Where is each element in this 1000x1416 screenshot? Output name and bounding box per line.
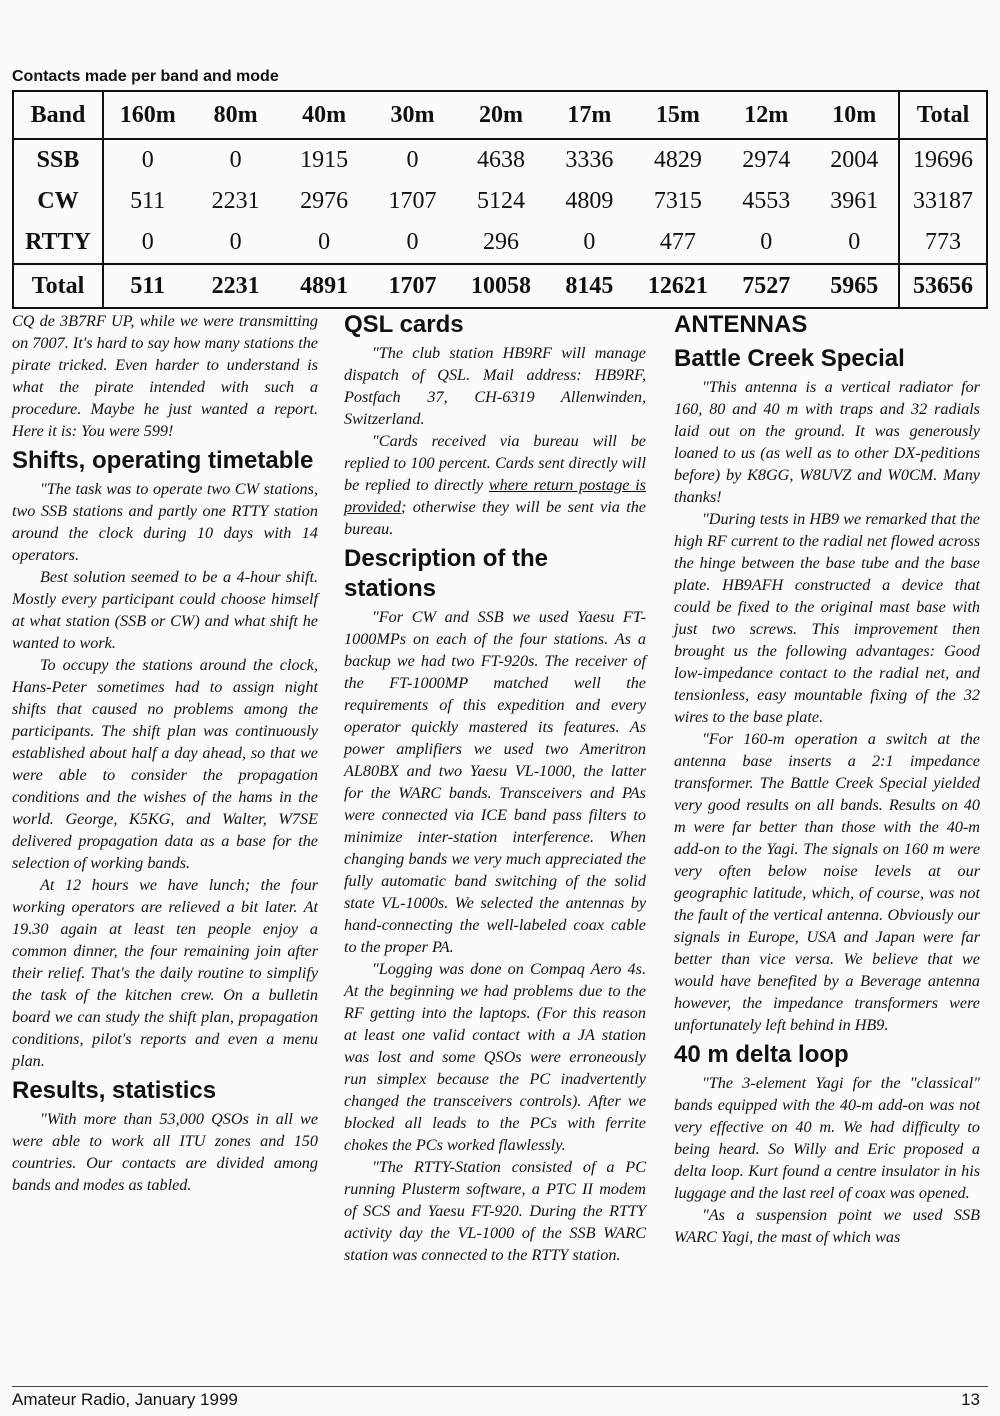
row-label: SSB	[13, 139, 103, 181]
heading-results: Results, statistics	[12, 1077, 217, 1104]
table-cell: 7315	[653, 188, 702, 214]
heading-qsl: QSL cards	[344, 311, 464, 338]
table-cell: 0	[141, 147, 154, 173]
text-column-3	[674, 310, 980, 1248]
paragraph: CQ de 3B7RF UP, while we were transmitting on 7007. It's hard to say how many stations the pirate tricked. Even harder to understand is what the pirate intended with such a procedure. Maybe he just wanted a report. Here it is: You were 599!	[12, 312, 318, 440]
table-cell: 1707	[388, 188, 437, 214]
footer-rule	[12, 1386, 988, 1387]
header-cell: 15m	[634, 91, 722, 139]
header-cell: 10m	[811, 91, 900, 139]
paragraph: "The task was to operate two CW stations, two SSB stations and partly one RTTY station around the clock during 10 days with 14 operators.	[12, 480, 318, 564]
header-cell: 17m	[545, 91, 633, 139]
table-cell: 0	[583, 229, 596, 255]
table-row	[13, 222, 987, 264]
table-cell: 4638	[476, 147, 525, 173]
table-cell: 511	[130, 188, 166, 214]
table-cell: 296	[482, 229, 519, 255]
header-cell: 30m	[368, 91, 456, 139]
table-cell: 4553	[742, 188, 791, 214]
paragraph: "The RTTY-Station consisted of a PC running Plusterm software, a PTC II modem of SCS and Yaesu FT-920. During the RTTY activity day the VL-1000 of the SSB WARC station was connected to the RTTY station.	[344, 1158, 646, 1264]
table-cell: 0	[141, 229, 154, 255]
paragraph: "The club station HB9RF will manage dispatch of QSL. Mail address: HB9RF, Postfach 37, CH-6319 Allenwinden, Switzerland.	[344, 344, 646, 428]
table-cell: 2974	[742, 147, 791, 173]
table-cell: 511	[103, 264, 191, 308]
table-cell: 0	[406, 147, 419, 173]
table-cell: 12621	[634, 264, 722, 308]
table-cell: 3336	[565, 147, 614, 173]
page-number: 13	[961, 1390, 980, 1409]
paragraph: At 12 hours we have lunch; the four working operators are relieved a bit later. At 19.30 again at least ten people enjoy a common dinner, the four remaining join after their relief. That's the daily routine to simplify the task of the kitchen crew. On a bulletin board we can study the shift plan, propagation conditions, pilot's reports and even a menu plan.	[12, 876, 318, 1070]
table-cell: 4809	[565, 188, 614, 214]
table-cell: 33187	[899, 181, 987, 222]
table-cell: 0	[229, 147, 242, 173]
paragraph: "For 160-m operation a switch at the antenna base inserts a 2:1 impedance transformer. The Battle Creek Special yielded very good results on all bands. Results on 40 m were far better than those with the 40-m add-on to the Yagi. The signals on 160 m were very often below noise levels at our geographic latitude, which, of course, was not the fault of the vertical antenna. Obviously our signals in Europe, USA and Japan were far better than vice versa. We believe that we would have benefited by a Beverage antenna however, the impedance transformers were unfortunately left behind in HB9.	[674, 730, 980, 1034]
table-cell: 2231	[211, 188, 260, 214]
text-column-2	[344, 310, 646, 1266]
table-cell: 7527	[722, 264, 810, 308]
paragraph: To occupy the stations around the clock, Hans-Peter sometimes had to assign night shifts that caused no problems among the participants. The shift plan was continuously established about half a day ahead, so that we were able to consider the propagation conditions and the wishes of the hams in the world. George, K5KG, and Walter, W7SE delivered propagation data as a base for the selection of working bands.	[12, 656, 318, 872]
paragraph: Best solution seemed to be a 4-hour shift. Mostly every participant could choose himself at what station (SSB or CW) and what shift he wanted to work.	[12, 568, 318, 652]
table-cell: 1707	[368, 264, 456, 308]
header-cell: 40m	[280, 91, 368, 139]
heading-battle-creek: Battle Creek Special	[674, 345, 905, 372]
header-cell: Band	[13, 91, 103, 139]
table-cell: 5965	[811, 264, 900, 308]
header-cell: 80m	[191, 91, 279, 139]
table-cell: 0	[848, 229, 861, 255]
paragraph: "The 3-element Yagi for the "classical" bands equipped with the 40-m add-on was not very effective on 40 m. We had difficulty to being heard. So Willy and Eric proposed a delta loop. Kurt found a centre insulator in his luggage and the last reel of coax was opened.	[674, 1074, 980, 1202]
header-cell: 12m	[722, 91, 810, 139]
text-run: "Cards received via bureau will be replied to 100 percent. Cards sent directly will be replied to directly	[344, 432, 646, 494]
heading-delta-loop: 40 m delta loop	[674, 1041, 849, 1068]
heading-shifts: Shifts, operating timetable	[12, 447, 314, 474]
table-cell: 773	[899, 222, 987, 264]
table-cell: 53656	[899, 264, 987, 308]
header-cell: 20m	[457, 91, 545, 139]
table-cell: 477	[659, 229, 696, 255]
table-cell: 2976	[300, 188, 349, 214]
text-column-1	[12, 310, 318, 1196]
row-label: Total	[13, 264, 103, 308]
table-cell: 8145	[545, 264, 633, 308]
table-cell: 0	[406, 229, 419, 255]
paragraph	[344, 430, 646, 540]
table-cell: 10058	[457, 264, 545, 308]
table-cell: 4829	[653, 147, 702, 173]
paragraph: "With more than 53,000 QSOs in all we were able to work all ITU zones and 150 countries. Our contacts are divided among bands and modes as tabled.	[12, 1110, 318, 1194]
contacts-table	[12, 90, 988, 309]
table-row	[13, 139, 987, 181]
publication-footer: Amateur Radio, January 1999	[12, 1390, 238, 1409]
table-cell: 2231	[191, 264, 279, 308]
heading-antennas: ANTENNAS	[674, 311, 808, 338]
row-label: CW	[13, 181, 103, 222]
heading-description: Description of the stations	[344, 545, 549, 602]
underlined-text: where return postage is provided	[344, 476, 646, 516]
paragraph: "Logging was done on Compaq Aero 4s. At the beginning we had problems due to the RF getting into the laptops. (For this reason at least one valid contact with a JA station was lost and some QSOs were erroneously run simplex because the PC inadvertently changed the transceivers controls). After we blocked all leads to the PCs with ferrite chokes the PCs worked flawlessly.	[344, 960, 646, 1154]
table-cell: 1915	[300, 147, 349, 173]
header-cell: Total	[899, 91, 987, 139]
table-cell: 2004	[830, 147, 879, 173]
table-header-row	[13, 91, 987, 139]
table-cell: 0	[760, 229, 773, 255]
table-row	[13, 181, 987, 222]
paragraph: "For CW and SSB we used Yaesu FT-1000MPs on each of the four stations. As a backup we had two FT-920s. The receiver of the FT-1000MP matched well the requirements of this expedition and every operator quickly mastered its features. As power amplifiers we used two Ameritron AL80BX and two Yaesu VL-1000, the latter for the WARC bands. Transceivers and PAs were connected via ICE band pass filters to minimize inter-station interference. When changing bands we very much appreciated the fully automatic band switching of the solid state VL-1000s. We selected the antennas by hand-connecting the well-labeled coax cable to the proper PA.	[344, 608, 646, 956]
table-cell: 3961	[830, 188, 879, 214]
table-cell: 0	[229, 229, 242, 255]
table-total-row	[13, 264, 987, 308]
table-cell: 5124	[476, 188, 525, 214]
header-cell: 160m	[103, 91, 191, 139]
row-label: RTTY	[13, 222, 103, 264]
table-cell: 4891	[280, 264, 368, 308]
paragraph: "During tests in HB9 we remarked that the high RF current to the radial net flowed across the hinge between the base tube and the base plate. HB9AFH constructed a device that could be fixed to the original mast base with just two screws. This improvement then brought us the following advantages: Good low-impedance contact to the radial net, and tensionless, easy mountable fixing of the 32 wires to the base plate.	[674, 510, 980, 726]
table-caption: Contacts made per band and mode	[12, 68, 279, 85]
paragraph: "As a suspension point we used SSB WARC Yagi, the mast of which was	[674, 1206, 980, 1246]
text-run: ; otherwise they will be sent via the bureau.	[344, 498, 646, 538]
paragraph: "This antenna is a vertical radiator for 160, 80 and 40 m with traps and 32 radials laid out on the ground. It was generously loaned to us (as well as to other DX-peditions before) by K8GG, W8UVZ and W0CM. Many thanks!	[674, 378, 980, 506]
table-cell: 19696	[899, 139, 987, 181]
table-cell: 0	[318, 229, 331, 255]
